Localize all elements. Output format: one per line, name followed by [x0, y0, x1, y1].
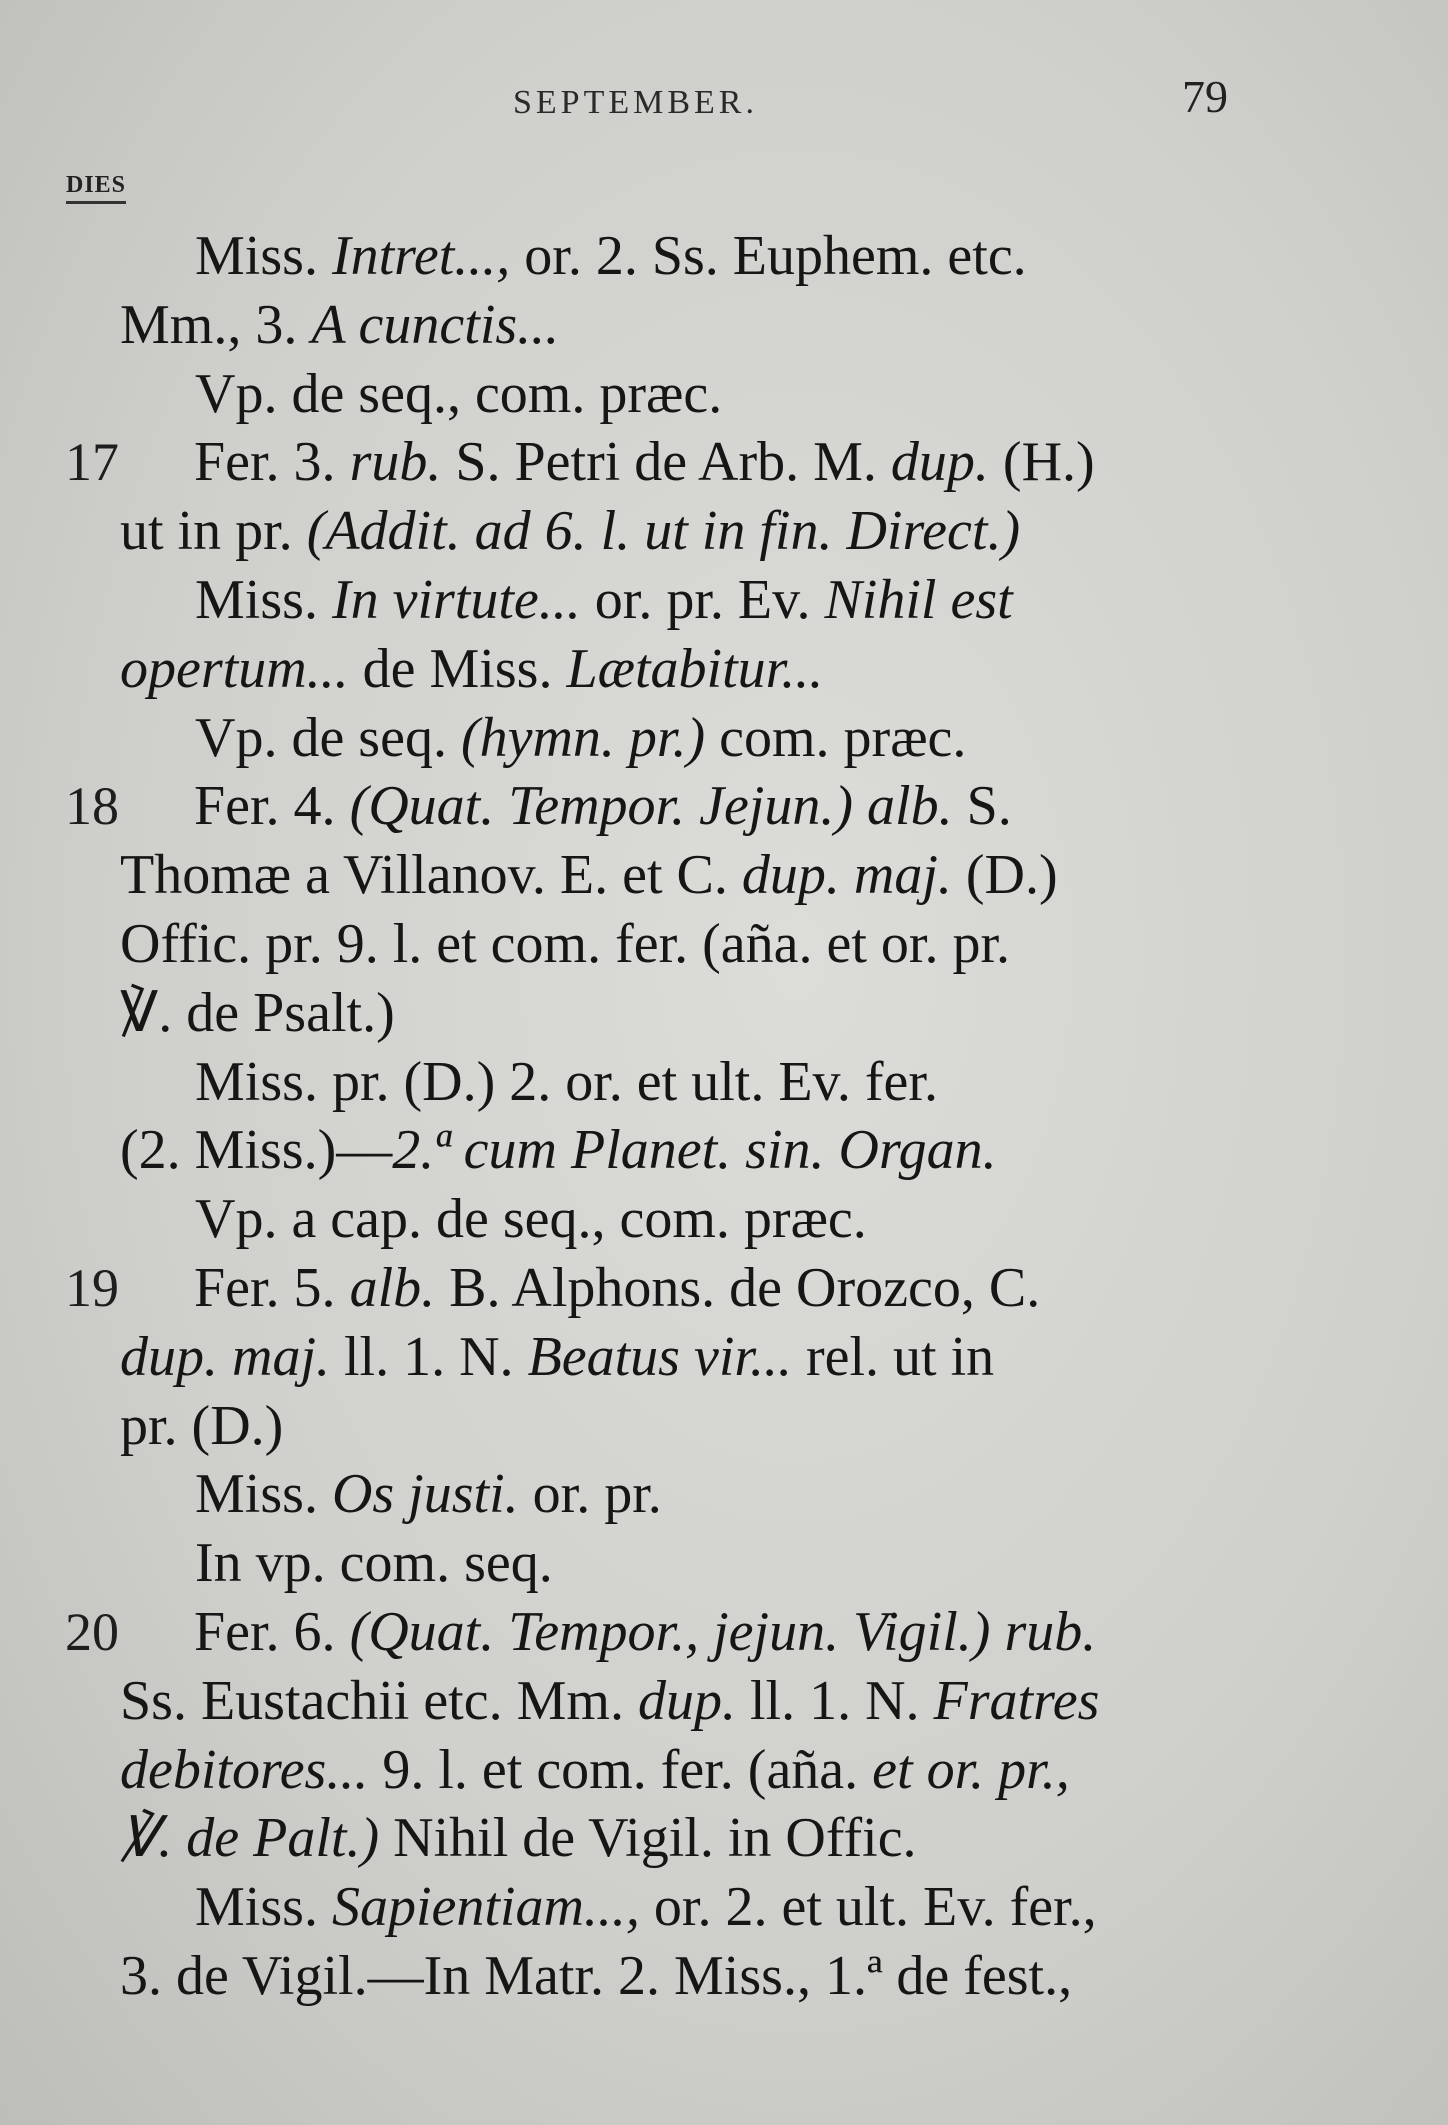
text-line: Miss. Sapientiam..., or. 2. et ult. Ev. fer., — [195, 1876, 1097, 1939]
running-head: SEPTEMBER. — [513, 84, 758, 121]
text-line: In vp. com. seq. — [195, 1532, 553, 1595]
text-line: 19 Fer. 5. alb. B. Alphons. de Orozco, C. — [120, 1254, 1320, 1323]
text-line: opertum... de Miss. Lætabitur... — [120, 637, 824, 700]
day-number: 19 — [65, 1257, 119, 1318]
column-label-dies: DIES — [66, 172, 126, 204]
text-line: Vp. de seq., com. præc. — [195, 362, 723, 425]
text-line: Vp. de seq. (hymn. pr.) com. præc. — [195, 706, 967, 769]
text-line: Miss. Intret..., or. 2. Ss. Euphem. etc. — [195, 225, 1027, 287]
text-line: Miss. In virtute... or. pr. Ev. Nihil est — [195, 568, 1013, 631]
text-line: ℣. de Palt.) Nihil de Vigil. in Offic. — [120, 1807, 917, 1870]
text-line: 3. de Vigil.—In Matr. 2. Miss., 1.ª de fest., — [120, 1944, 1073, 2007]
page-number: 79 — [1182, 71, 1228, 122]
text-line: ut in pr. (Addit. ad 6. l. ut in fin. Direct.) — [120, 500, 1021, 563]
text-line: 18 Fer. 4. (Quat. Tempor. Jejun.) alb. S. — [120, 772, 1320, 841]
text-line: Miss. Os justi. or. pr. — [195, 1463, 662, 1526]
text-line: Ss. Eustachii etc. Mm. dup. ll. 1. N. Fratres — [120, 1669, 1100, 1732]
day-number: 20 — [65, 1601, 119, 1662]
calendar-entry — [65, 1254, 1320, 1598]
text-line: ℣. de Psalt.) — [120, 981, 395, 1044]
day-number: 18 — [65, 776, 119, 837]
text-line: Offic. pr. 9. l. et com. fer. (aña. et or. pr. — [120, 912, 1011, 975]
text-line: pr. (D.) — [120, 1394, 284, 1457]
text-line: Vp. a cap. de seq., com. præc. — [195, 1188, 867, 1251]
page-header — [0, 70, 1448, 140]
text-line: Miss. pr. (D.) 2. or. et ult. Ev. fer. — [195, 1050, 938, 1113]
calendar-entry — [65, 772, 1320, 1254]
text-line: 20 Fer. 6. (Quat. Tempor., jejun. Vigil.) rub. — [120, 1598, 1320, 1667]
calendar-text — [65, 222, 1320, 2011]
calendar-entry — [65, 428, 1320, 772]
day-number: 17 — [65, 432, 119, 493]
text-line: debitores... 9. l. et com. fer. (aña. et or. pr., — [120, 1738, 1070, 1801]
text-line: Thomæ a Villanov. E. et C. dup. maj. (D.) — [120, 844, 1058, 907]
text-line: dup. maj. ll. 1. N. Beatus vir... rel. ut in — [120, 1325, 995, 1388]
text-line: (2. Miss.)—2.ª cum Planet. sin. Organ. — [120, 1119, 997, 1182]
text-line: 17 Fer. 3. rub. S. Petri de Arb. M. dup. (H.) — [120, 428, 1320, 497]
text-line: Mm., 3. A cunctis... — [120, 293, 560, 356]
calendar-entry — [65, 1598, 1320, 2011]
calendar-entry — [120, 222, 1320, 428]
